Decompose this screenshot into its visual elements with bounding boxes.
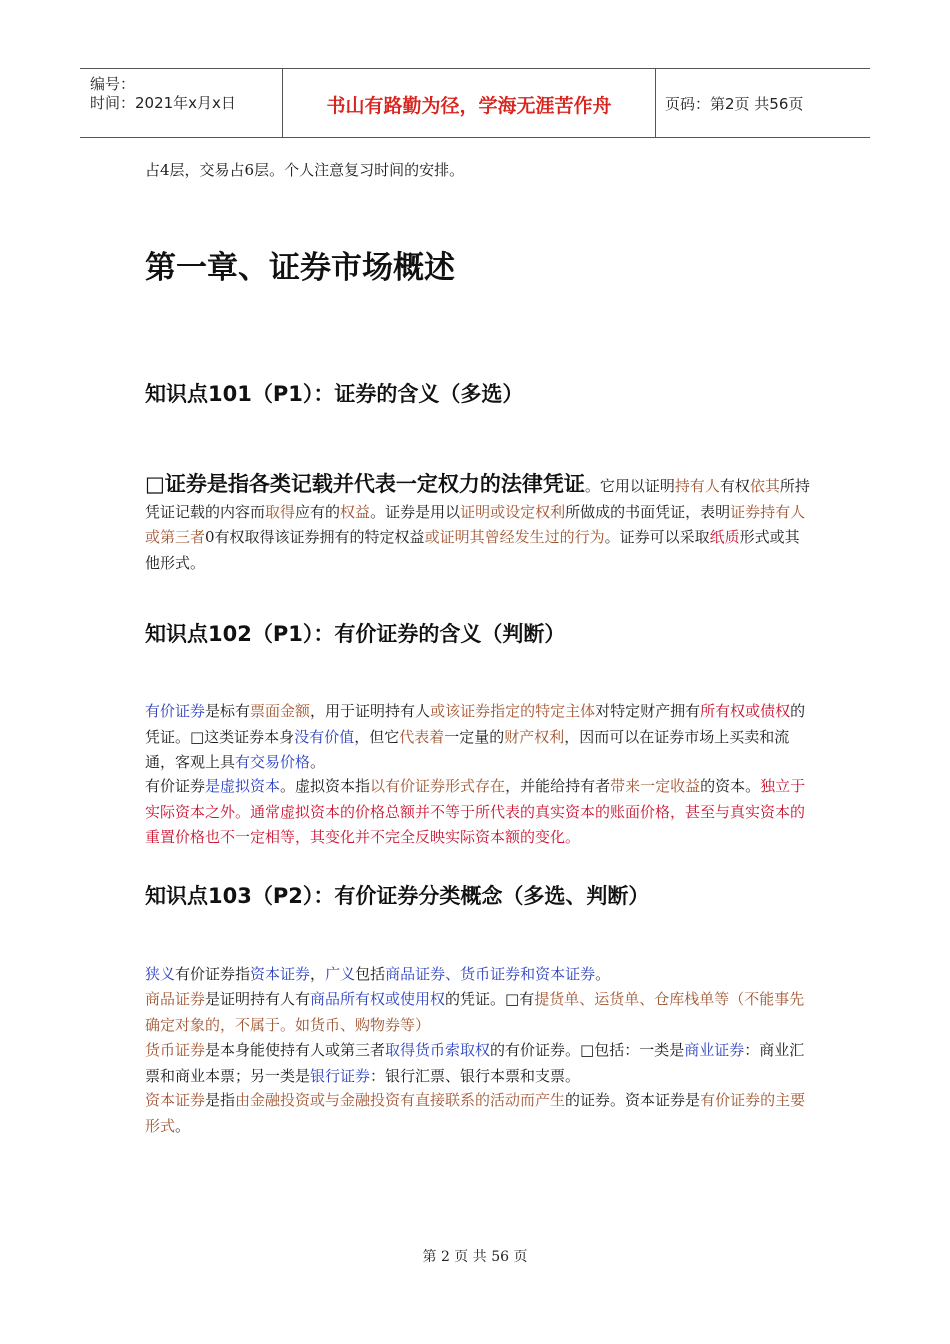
section-103-paragraph-1: 狭义有价证券指资本证券，广义包括商品证券、货币证券和资本证券。 <box>145 965 611 983</box>
header-motto: 书山有路勤为径，学海无涯苦作舟 <box>326 95 612 117</box>
header-page-label: 页码：第2页 共56页 <box>665 95 804 113</box>
intro-line: 占4层，交易占6层。个人注意复习时间的安排。 <box>145 161 465 179</box>
header-time-label: 时间：2021年x月x日 <box>90 94 236 112</box>
section-102-paragraph-1: 有价证券是标有票面金额，用于证明持有人或该证券指定的特定主体对特定财产拥有所有权或债权的凭证。□这类证券本身没有价值，但它代表着一定量的财产权利，因而可以在证券市场上买卖和流通，客观上具有交易价格。 <box>145 702 806 771</box>
section-title-102: 知识点102（P1）：有价证券的含义（判断） <box>145 622 566 646</box>
section-103-paragraph-2: 商品证券是证明持有人有商品所有权或使用权的凭证。□有提货单、运货单、仓库栈单等（不能事先确定对象的，不属于。如货币、购物券等） <box>145 990 805 1034</box>
section-title-103: 知识点103（P2）：有价证券分类概念（多选、判断） <box>145 884 650 908</box>
header-divider <box>655 69 656 137</box>
definition-lead: □证券是指各类记载并代表一定权力的法律凭证 <box>145 472 585 496</box>
section-102-paragraph-2: 有价证券是虚拟资本。虚拟资本指以有价证券形式存在，并能给持有者带来一定收益的资本。独立于实际资本之外。通常虚拟资本的价格总额并不等于所代表的真实资本的账面价格，甚至与真实资本的重置价格也不一定相等，其变化并不完全反映实际资本额的变化。 <box>145 777 806 846</box>
section-103-paragraph-4: 资本证券是指由金融投资或与金融投资有直接联系的活动而产生的证券。资本证券是有价证券的主要形式。 <box>145 1091 806 1135</box>
section-103-paragraph-3: 货币证券是本身能使持有人或第三者取得货币索取权的有价证券。□包括：一类是商业证券：商业汇票和商业本票；另一类是银行证券：银行汇票、银行本票和支票。 <box>145 1041 805 1085</box>
chapter-title: 第一章、证券市场概述 <box>145 250 455 286</box>
page-footer: 第 2 页 共 56 页 <box>422 1249 528 1265</box>
header-table <box>80 68 870 138</box>
section-101-paragraph: □证券是指各类记载并代表一定权力的法律凭证。它用以证明持有人有权依其所持凭证记载的内容而取得应有的权益。证券是用以证明或设定权利所做成的书面凭证，表明证券持有人或第三者0有权取得该证券拥有的特定权益或证明其曾经发生过的行为。证券可以采取纸质形式或其他形式。 <box>145 472 810 572</box>
section-title-101: 知识点101（P1）：证券的含义（多选） <box>145 382 524 406</box>
header-number-label: 编号： <box>90 75 136 93</box>
